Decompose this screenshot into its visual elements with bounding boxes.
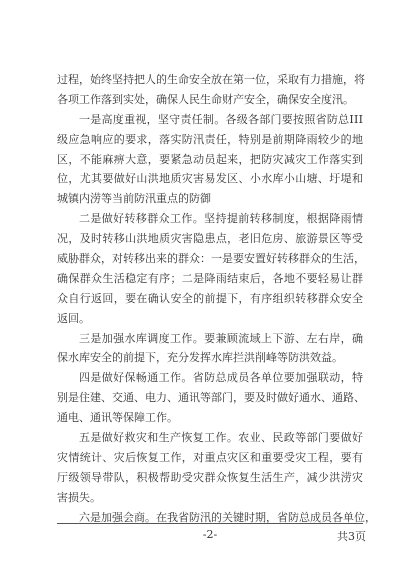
text-line: 过 程 ， 始 终 坚 持 把 人 的 生 命 安 全 放 在 第 一 位 ， 采 取 有 力 措 施 ， 将	[57, 73, 365, 86]
document-body	[57, 70, 376, 527]
text-line: 一 是 高 度 重 视 ， 坚 守 责 任 制 。 各 级 各 部 门 要 按 照 省 防 总 I I I	[79, 112, 363, 126]
paragraph-point-6	[57, 508, 376, 528]
page-total: 共3页	[337, 530, 366, 543]
paragraph-point-3	[57, 329, 363, 369]
footer-divider	[57, 523, 363, 524]
text-line: 返回。	[57, 311, 90, 325]
text-line: 保水库安全的前提下，充分发挥水库拦洪削峰等防洪效益。	[57, 351, 343, 365]
paragraph-point-2	[57, 209, 363, 328]
text-line: 确 保 群 众 生 活 稳 定 有 序 ； 二 是 降 雨 结 束 后 ， 各 地 不 要 轻 易 让 群	[57, 271, 363, 285]
page-number: -2-	[202, 528, 218, 541]
text-line: 六是加强会商。在我省防汛的关键时期，省防总成员各单位，	[79, 510, 376, 524]
text-line: 五 是 做 好 救 灾 和 生 产 恢 复 工 作 。 农 业 、 民 政 等 部 门 要 做 好	[79, 431, 363, 445]
text-line: 城镇内涝等当前防汛重点的防御	[57, 192, 211, 206]
text-line: 位 ， 尤 其 要 做 好 山 洪 地 质 灾 害 易 发 区 、 小 水 库 小 山 塘 、 圩 堤 和	[57, 172, 363, 186]
text-line: 各项工作落到实处，确保人民生命财产安全，确保安全度汛。	[57, 92, 354, 106]
paragraph-continuation	[57, 70, 363, 110]
text-line: 威 胁 群 众 ， 对 转 移 出 来 的 群 众 ： 一 是 要 安 置 好 转 移 群 众 的 生 活 ，	[57, 252, 365, 266]
text-line: 通电、通讯等保障工作。	[57, 411, 178, 425]
text-line: 二 是 做 好 转 移 群 众 工 作 。 坚 持 提 前 转 移 制 度 ， 根 据 降 雨 情	[79, 212, 363, 226]
paragraph-point-5	[57, 428, 363, 508]
text-line: 别 是 住 建 、 交 通 、 电 力 、 通 讯 等 部 门 ， 要 及 时 做 好 通 水 、 通 路 、	[57, 391, 365, 405]
text-line: 四 是 做 好 保 畅 通 工 作 。 省 防 总 成 员 各 单 位 要 加 强 联 动 ， 特	[79, 371, 363, 385]
text-line: 区 ， 不 能 麻 痹 大 意 ， 要 紧 急 动 员 起 来 ， 把 防 灾 减 灾 工 作 落 实 到	[57, 152, 363, 166]
text-line: 害损失。	[57, 490, 101, 504]
paragraph-point-4	[57, 368, 363, 428]
text-line: 级 应 急 响 应 的 要 求 ， 落 实 防 汛 责 任 ， 特 别 是 前 期 降 雨 较 少 的 地	[57, 132, 363, 146]
text-line: 灾 情 统 计 、 灾 后 恢 复 工 作 ， 对 重 点 灾 区 和 重 要 受 灾 工 程 ， 要 有	[57, 450, 363, 464]
text-line: 众 自 行 返 回 ， 要 在 确 认 安 全 的 前 提 下 ， 有 序 组 织 转 移 群 众 安 全	[57, 291, 363, 305]
text-line: 厅 级 领 导 带 队 ， 积 极 帮 助 受 灾 群 众 恢 复 生 活 生 产 ， 减 少 洪 涝 灾	[57, 470, 363, 484]
text-line: 况 ， 及 时 转 移 山 洪 地 质 灾 害 隐 患 点 ， 老 旧 危 房 、 旅 游 景 区 等 受	[57, 232, 363, 246]
text-line: 三 是 加 强 水 库 调 度 工 作 。 要 兼 顾 流 域 上 下 游 、 左 右 岸 ， 确	[79, 331, 363, 345]
paragraph-point-1	[57, 110, 363, 209]
